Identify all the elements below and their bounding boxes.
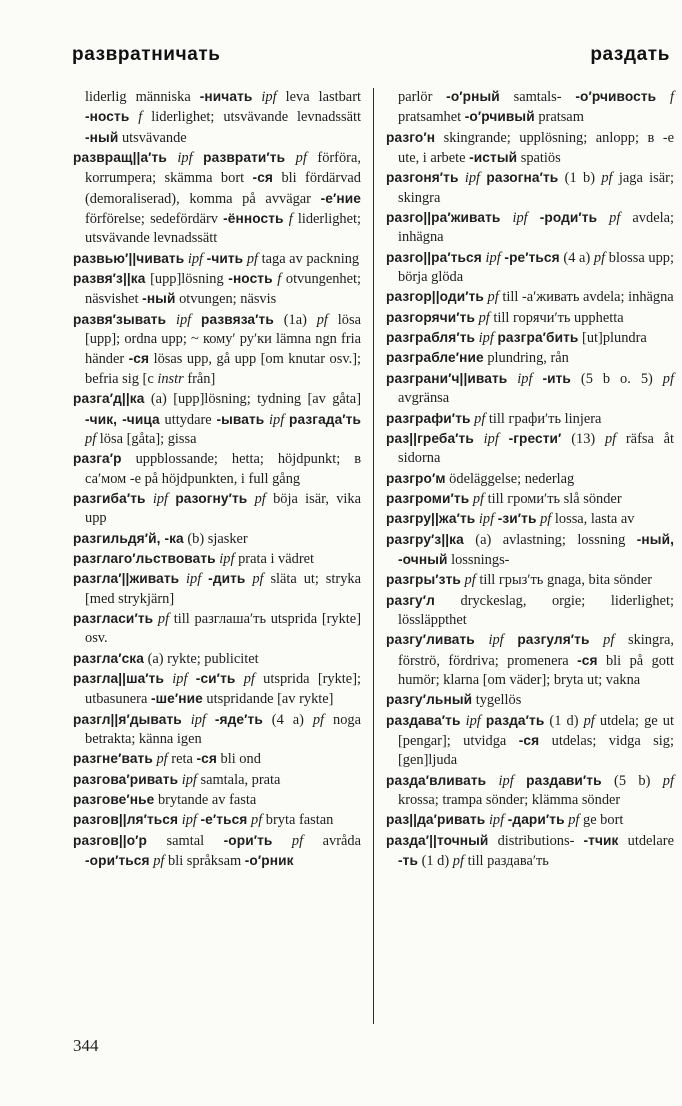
definition-text [590,632,604,648]
grammar-label: pf [153,853,165,870]
definition-text: uppblossande; hetta; höjdpunkt; в са′мом -е på höjdpunkten, i full gång [85,451,361,487]
definition-text: till разглаша′ть utsprida [rykte] osv. [85,610,361,647]
dictionary-entry [386,489,674,509]
headword: -е′ние [320,190,361,206]
headword: разго′н [386,129,436,145]
definition-text: till раздава′ть [463,853,549,870]
headword: разграбле′ние [386,350,484,366]
definition-text: bli på gott humör; klarna [om väder]; bryta ut; vakna [398,652,674,688]
dictionary-entry [73,790,361,810]
definition-text: lossnings- [447,551,510,568]
headword: разга′д||ка [73,391,145,407]
definition-text [507,371,517,387]
dictionary-entry [386,630,674,690]
headword: -тчик [583,832,619,848]
definition-text: leva lastbart [276,89,361,105]
definition-text: ge bort [579,812,624,829]
definition-text: liderlighet; utsvävande levnadssätt [142,109,361,126]
definition-text: utsvävande [118,129,187,146]
definition-text: jaga isär; skingra [398,170,674,206]
dictionary-entry [386,469,674,489]
dictionary-entry [73,269,361,310]
grammar-label: f [277,271,282,288]
headword: разгла′||живать [73,571,180,587]
headword: -ность [228,271,273,287]
definition-text: lösa [gåta]; gissa [96,430,197,447]
grammar-label: pf [601,170,613,187]
headword: развя′з||ка [73,271,146,287]
definition-text: (5 b) [601,772,663,789]
dictionary-entry [73,669,361,710]
grammar-label: ipf [478,330,494,347]
definition-text: ödeläggelse; nederlag [445,470,575,487]
headword: -роди′ть [539,210,598,226]
headword: -ся [252,170,274,186]
definition-text: avgränsa [398,390,450,407]
grammar-label: ipf [190,711,206,728]
dictionary-entry [386,328,674,348]
grammar-label: ipf [175,311,192,328]
definition-text [146,491,153,507]
headword: разгру||жа′ть [386,511,476,527]
grammar-label: f [670,89,674,105]
definition-text [129,109,138,125]
definition-text [235,671,243,687]
definition-text: liderlighet; utsvävande levnadssätt [85,211,361,247]
definition-text: till грыз′ть gnaga, bita sönder [475,572,653,589]
definition-text: parlör [398,89,447,105]
headword: разгоня′ть [386,170,459,186]
page-number: 344 [73,1036,99,1055]
definition-text: liderlig människa [85,89,200,105]
headword: разгове′нье [73,792,155,808]
definition-text [514,773,526,789]
headword: разгу′льный [386,692,473,708]
dictionary-entry [386,128,674,169]
headword: разграфи′ть [386,410,471,426]
headword: -ный [85,129,119,145]
grammar-label: pf [464,572,476,589]
definition-text: från] [183,370,216,387]
grammar-label: pf [156,751,168,768]
headword: разгроми′ть [386,490,470,506]
definition-text: samtala, prata [196,771,281,788]
dictionary-entry [73,569,361,609]
definition-text: uttydare [159,411,217,428]
definition-text: (1 d) [417,853,453,870]
definition-text: (1a) [273,311,317,328]
headword: разгро′м [386,470,446,486]
grammar-label: ipf [483,430,499,447]
definition-text [188,671,196,687]
headword: разгова′ривать [73,771,179,787]
running-head-right: раздать [590,44,670,65]
headword: -ность [85,109,130,125]
definition-text: till громи′ть slå sönder [484,490,622,507]
grammar-label: pf [254,490,266,507]
grammar-label: ipf [478,511,495,528]
definition-text: lossa, lasta av [551,511,635,528]
definition-text [166,312,176,328]
headword: -ори′ть [223,832,273,848]
headword: разга′р [73,451,122,467]
entry-continuation [386,87,674,128]
grammar-label: pf [246,250,259,267]
grammar-label: instr [157,370,184,387]
dictionary-entry [73,710,361,750]
definition-text [500,210,512,226]
headword: развращ||а′ть [73,150,167,166]
dictionary-entry [73,649,361,669]
definition-text [285,150,296,166]
definition-text: blossa upp; börja glöda [398,249,674,286]
dictionary-entry [386,429,674,469]
definition-text [474,431,484,447]
dictionary-entry [73,831,361,872]
headword: разграни′ч||ивать [386,370,508,386]
dictionary-entry [73,389,361,449]
definition-text: utspridande [av rykte] [202,691,334,708]
dictionary-entry [73,529,361,549]
definition-text [179,571,186,587]
definition-text: avråda [303,832,361,849]
definition-text: utdela; ge ut [pengar]; utvidga [398,712,674,749]
grammar-label: pf [316,311,328,328]
definition-text: bli språksam [164,853,245,870]
definition-text [499,431,509,447]
grammar-label: pf [474,410,486,427]
dictionary-entry [73,749,361,769]
definition-text [528,210,540,226]
dictionary-entry [386,287,674,307]
grammar-label: ipf [464,170,481,187]
entry-continuation [73,87,361,148]
grammar-label: ipf [219,550,235,567]
headword: развяза′ть [201,311,274,327]
grammar-label: pf [662,370,674,387]
headword: -ный, -очный [398,531,674,567]
headword: -ся [128,351,150,367]
definition-text [486,773,498,789]
headword: разда′||точный [386,832,489,848]
definition-text: (1 b) [558,170,602,187]
headword: разгу′л [386,592,435,608]
headword: разгор||оди′ть [386,289,484,305]
definition-text: samtal [147,832,224,849]
headword: -ся [518,733,540,748]
running-head-left: развратничать [72,44,221,65]
grammar-label: ipf [177,150,193,167]
headword: разглаго′льствовать [73,550,216,566]
definition-text: böja isär, vika upp [85,490,361,527]
grammar-label: ipf [187,250,204,267]
grammar-label: ipf [488,812,505,829]
grammar-label: pf [312,711,325,728]
headword: раз||да′ривать [386,812,486,828]
definition-text: [upp]lösning [145,271,229,288]
definition-text: utdelare [618,832,674,849]
grammar-label: pf [604,430,617,447]
headword: разгла′ска [73,650,144,666]
headword: разгу′ливать [386,632,475,648]
definition-text: skingra, förströ, fördriva; promenera [398,632,674,669]
headword: разда′вливать [386,772,487,788]
definition-text: till графи′ть linjera [485,410,602,427]
dictionary-entry [73,810,361,830]
headword: разгра′бить [497,330,579,346]
grammar-label: pf [603,632,615,649]
dictionary-entry [386,570,674,590]
headword: -о′рчивый [464,109,535,125]
headword: -ённость [223,211,284,227]
grammar-label: ipf [172,670,188,687]
headword: развью′||чивать [73,250,185,266]
definition-text: släta ut; stryka [med strykjärn] [85,571,361,607]
grammar-label: ipf [186,571,202,588]
dictionary-entry [386,348,674,368]
headword: -ше′ние [150,691,203,707]
dictionary-entry [386,771,674,811]
grammar-label: pf [540,511,552,528]
definition-text [206,712,215,728]
definition-text [272,833,292,849]
left-column [73,87,361,871]
definition-text: noga betrakta; känna igen [85,711,361,747]
definition-text [475,632,489,648]
dictionary-entry [386,509,674,529]
definition-text: (b) sjasker [183,530,248,547]
headword: разгру′з||ка [386,531,464,547]
definition-text: utdelas; vidga sig; [gen]ljuda [398,733,674,769]
definition-text: spatiös [517,150,561,167]
definition-text: räfsa åt sidorna [398,430,674,467]
grammar-label: pf [593,249,606,266]
definition-text: utsprida [rykte]; utbasunera [85,670,361,708]
dictionary-entry [386,308,674,328]
definition-text: pratsamhet [398,109,465,126]
definition-text: lösas upp, gå upp [om knutar osv.]; befria sig [с [85,351,361,387]
dictionary-entry [386,530,674,571]
headword: разогну′ть [175,490,248,506]
headword: -истый [469,150,518,166]
dictionary-entry [386,409,674,429]
grammar-label: f [138,109,143,126]
headword: разгов||ля′ться [73,812,179,828]
dictionary-entry [73,770,361,790]
definition-text: lösa [upp]; ordna upp; ~ кому′ ру′ки lämna ngn fria händer [85,311,361,368]
definition-text: samtals- [499,89,576,105]
headword: разогна′ть [486,170,559,186]
grammar-label: ipf [498,772,514,789]
definition-text: bryta fastan [262,812,334,829]
definition-text: prata i vädret [234,550,314,567]
grammar-label: pf [609,210,621,227]
definition-text: taga av packning [258,250,360,267]
definition-text: (1 d) [544,712,584,729]
dictionary-entry [73,148,361,249]
definition-text: bli fördärvad (demoraliserad), komma på avvägar [85,170,361,207]
dictionary-entry [386,208,674,248]
headword: -ть [398,853,418,869]
grammar-label: pf [452,853,464,870]
dictionary-entry [73,489,361,529]
grammar-label: ipf [517,370,533,387]
right-column [386,87,674,871]
headword: разгл||я′дывать [73,711,182,727]
definition-text: avdela; inhägna [398,210,674,246]
definition-text: plundring, rån [483,350,569,367]
definition-text: skingrande; upplösning; anlopp; в -е ute, i arbete [398,129,674,167]
headword: разгуля′ть [517,632,590,648]
grammar-label: pf [85,430,97,447]
dictionary-entry [386,168,674,208]
dictionary-entry [386,690,674,710]
grammar-label: ipf [512,210,528,227]
headword: -си′ть [195,670,236,686]
grammar-label: pf [251,812,263,829]
grammar-label: pf [568,812,580,829]
definition-text: (4 a) [262,711,313,728]
definition-text: förförelse; sedefördärv [85,211,224,228]
headword: -ить [542,370,571,386]
headword: разгры′зть [386,572,461,588]
definition-text: förföra, korrumpera; skämma bort [85,150,361,187]
definition-text [182,712,191,728]
definition-text: reta [167,751,197,768]
headword: развя′зывать [73,311,167,327]
headword: -ывать [216,411,265,427]
column-divider [373,88,374,1024]
headword: разгильдя′й, -ка [73,530,184,546]
grammar-label: pf [583,712,595,729]
dictionary-entry [386,711,674,771]
headword: -яде′ть [214,711,263,727]
headword: -грести′ [508,430,562,446]
dictionary-entry [386,248,674,288]
headword: разгорячи′ть [386,309,475,325]
grammar-label: ipf [485,249,501,266]
definition-text: (a) [upp]lösning; tydning [av gåta] [144,391,361,408]
headword: разврати′ть [203,150,286,166]
definition-text: pratsam [534,109,584,126]
grammar-label: ipf [465,712,481,729]
headword: разда′ть [485,712,545,728]
definition-text: brytande av fasta [154,792,257,809]
headword: -о′рный [446,89,500,104]
headword: -чить [206,250,244,266]
definition-text [193,150,204,166]
grammar-label: pf [487,289,499,306]
definition-text: till горячи′ть upphetta [489,309,624,326]
headword: -ся [196,751,217,767]
definition-text: otvungenhet; näsvishet [85,271,362,308]
headword: -ся [577,652,598,668]
definition-text: tygellös [472,692,522,709]
definition-text: dryckeslag, orgie; liderlighet; lössläppthet [398,592,674,628]
grammar-label: ipf [269,411,285,428]
headword: разго||ра′живать [386,210,501,226]
grammar-label: pf [252,571,264,588]
definition-text: otvungen; näsvis [175,291,277,308]
headword: -о′рник [244,853,294,869]
definition-text: (4 a) [559,249,594,266]
headword: разграбля′ть [386,330,476,346]
dictionary-entry [73,449,361,489]
dictionary-entry [386,369,674,409]
headword: -е′ться [200,812,248,828]
headword: раздави′ть [526,772,602,788]
grammar-label: ipf [152,490,169,507]
dictionary-entry [386,810,674,830]
headword: раз||греба′ть [386,430,474,446]
grammar-label: ipf [261,89,277,105]
grammar-label: pf [157,610,170,627]
grammar-label: ipf [488,632,504,649]
definition-text [247,491,254,507]
grammar-label: pf [478,309,490,326]
definition-text: (a) rykte; publicitet [143,650,259,667]
headword: разглаcи′ть [73,610,154,626]
grammar-label: pf [662,772,674,789]
headword: раздава′ть [386,712,461,728]
dictionary-entry [386,591,674,631]
definition-text [167,150,178,166]
headword: -зи′ть [497,511,537,527]
definition-text [656,89,670,105]
dictionary-entry [73,609,361,649]
headword: -ре′ться [504,249,560,265]
headword: -чик, -чица [85,411,160,427]
definition-text: [ut]plundra [578,330,647,347]
definition-text: bli ond [216,751,261,768]
headword: разгла||ша′ть [73,670,164,686]
dictionary-entry [73,549,361,569]
headword: разго||ра′ться [386,249,482,265]
definition-text: till -а′живать avdela; inhägna [498,289,674,306]
dictionary-entry [386,831,674,872]
headword: разгне′вать [73,751,153,767]
grammar-label: pf [472,490,485,507]
definition-text [504,632,518,648]
headword: разгиба′ть [73,490,146,506]
definition-text: (a) avlastning; lossning [463,531,637,548]
grammar-label: ipf [181,771,197,788]
grammar-label: pf [295,150,307,167]
headword: -ный [142,291,176,307]
headword: -ничать [199,89,253,104]
definition-text: (13) [561,430,605,447]
grammar-label: pf [243,670,255,687]
grammar-label: ipf [181,812,197,829]
definition-text: krossa; trampa sönder; klämma sönder [398,792,621,809]
definition-text [191,312,201,328]
headword: -ори′ться [85,853,150,869]
definition-text [597,210,609,226]
definition-text [532,371,542,387]
headword: разгов||о′р [73,832,148,848]
headword: -о′рчивость [575,89,657,104]
grammar-label: f [288,211,293,228]
grammar-label: pf [291,832,304,849]
definition-text: distributions- [488,832,584,849]
dictionary-entry [73,249,361,269]
headword: -дари′ть [507,812,565,828]
headword: разгада′ть [289,411,361,427]
dictionary-entry [73,310,361,389]
definition-text: (5 b o. 5) [570,370,663,387]
headword: -дить [208,571,246,587]
